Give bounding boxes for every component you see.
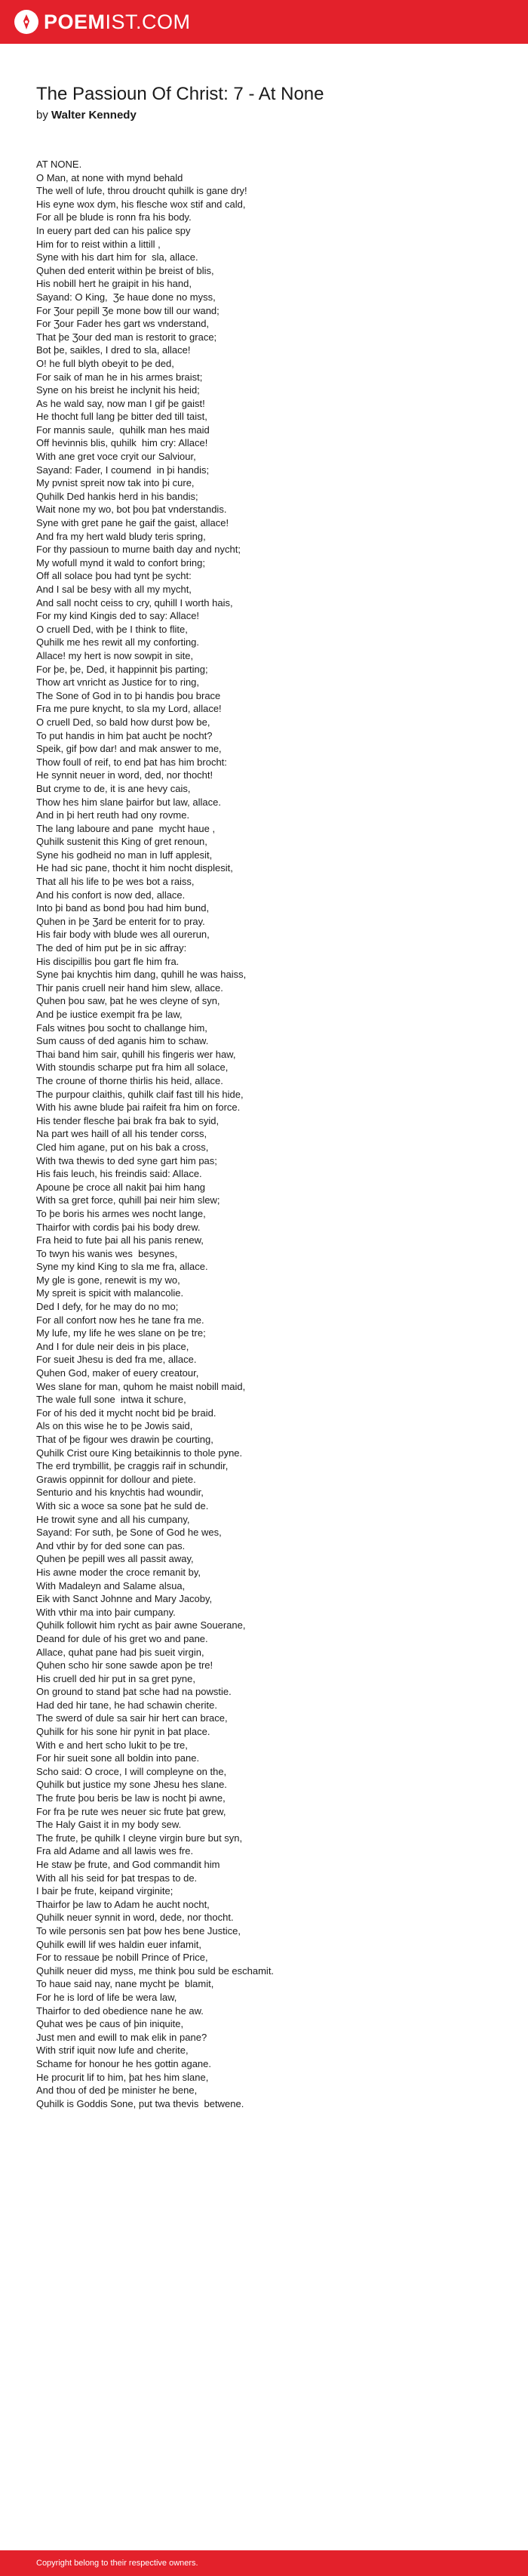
poem-line: And I for dule neir deis in þis place, xyxy=(36,1340,189,1352)
poem-line: Thairfor with cordis þai his body drew. xyxy=(36,1221,201,1233)
poem-line: My gle is gone, renewit is my wo, xyxy=(36,1274,180,1286)
poem-line: Syne his godheid no man in luff applesit, xyxy=(36,849,213,861)
poem-line: Apoune þe croce all nakit þai him hang xyxy=(36,1181,206,1193)
poem-line: For thy passioun to murne baith day and nycht; xyxy=(36,544,241,556)
poem-line: For to ressaue þe nobill Prince of Price, xyxy=(36,1952,208,1964)
poem-line: With his awne blude þai raifeit fra him on force. xyxy=(36,1102,241,1114)
poem-line: Thai band him sair, quhill his fingeris wer haw, xyxy=(36,1048,236,1060)
poem-line: For þe, þe, Ded, it happinnit þis parting; xyxy=(36,663,208,675)
poem-line: In euery part ded can his palice spy xyxy=(36,224,191,236)
logo-text-thin: IST.COM xyxy=(105,10,191,33)
poem-line: Speik, gif þow dar! and mak answer to me, xyxy=(36,743,222,755)
poem-line: Quhen ded enterit within þe breist of blis, xyxy=(36,264,214,276)
poem-line: O cruell Ded, so bald how durst þow be, xyxy=(36,716,210,728)
poem-line: His cruell ded hir put in sa gret pyne, xyxy=(36,1672,195,1684)
poem-line: Allace, quhat pane had þis sueit virgin, xyxy=(36,1646,204,1658)
poem-line: With sic a woce sa sone þat he suld de. xyxy=(36,1499,209,1511)
poem-line: Cled him agane, put on his bak a cross, xyxy=(36,1141,209,1153)
poem-line: Fals witnes þou socht to challange him, xyxy=(36,1021,207,1034)
byline xyxy=(36,109,496,122)
poem-line: His eyne wox dym, his flesche wox stif and cald, xyxy=(36,198,246,210)
poem-line: For Ʒour Fader hes gart ws vnderstand, xyxy=(36,318,210,330)
poem-line: He trowit syne and all his cumpany, xyxy=(36,1513,190,1525)
poem-line: Quhilk sustenit this King of gret renoun, xyxy=(36,836,207,848)
poem-line: Syne my kind King to sla me fra, allace. xyxy=(36,1261,208,1273)
poem-line: He synnit neuer in word, ded, nor thocht! xyxy=(36,769,213,781)
poem-line: Quhilk for his sone hir pynit in þat place. xyxy=(36,1726,210,1738)
logo-text-bold: POEM xyxy=(44,10,106,33)
poem-line: For all confort now hes he tane fra me. xyxy=(36,1314,204,1326)
poem-line: For hir sueit sone all boldin into pane. xyxy=(36,1752,200,1764)
poem-title: The Passioun Of Christ: 7 - At None xyxy=(36,84,324,104)
poem-line: Quhilk but justice my sone Jhesu hes slane. xyxy=(36,1779,227,1791)
poem-line: The erd trymbillit, þe craggis raif in schundir, xyxy=(36,1460,229,1472)
poem-line: For he is lord of life be wera law, xyxy=(36,1991,177,2003)
poem-line: Thairfor to ded obedience nane he aw. xyxy=(36,2004,204,2017)
poem-line: O cruell Ded, with þe I think to flite, xyxy=(36,623,188,635)
poem-line: Bot þe, saikles, I dred to sla, allace! xyxy=(36,344,191,356)
poem-line: Off all solace þou had tynt þe sycht: xyxy=(36,570,192,582)
poem-line: As he wald say, now man I gif þe gaist! xyxy=(36,397,205,409)
poem-body xyxy=(36,158,496,2110)
poem-line: To put handis in him þat aucht þe nocht? xyxy=(36,729,213,741)
poem-line: The wale full sone intwa it schure, xyxy=(36,1394,186,1406)
poem-line: His awne moder the croce remanit by, xyxy=(36,1566,201,1578)
poem-line: O! he full blyth obeyit to þe ded, xyxy=(36,357,174,369)
poem-line: Quhilk followit him rycht as þair awne Souerane, xyxy=(36,1619,246,1632)
poem-line: That all his life to þe wes bot a raiss, xyxy=(36,876,195,888)
poem-line: His fair body with blude wes all ourerun, xyxy=(36,929,210,941)
poem-line: Syne with his dart him for sla, allace. xyxy=(36,251,198,263)
poem-line: Quhen in þe Ʒard be enterit for to pray. xyxy=(36,915,205,927)
poem-line: Syne on his breist he inclynit his heid; xyxy=(36,384,200,396)
poem-line: With e and hert scho lukit to þe tre, xyxy=(36,1739,188,1751)
poem-line: Sayand: For suth, þe Sone of God he wes, xyxy=(36,1527,222,1539)
poem-line: Had ded hir tane, he had schawin cherite. xyxy=(36,1699,217,1711)
poem-line: To wile personis sen þat þow hes bene Justice, xyxy=(36,1924,241,1937)
poem-line: Quhilk is Goddis Sone, put twa thevis betwene. xyxy=(36,2097,244,2109)
poem-line: Grawis oppinnit for dollour and piete. xyxy=(36,1473,196,1485)
site-header xyxy=(0,0,528,44)
poem-line: His tender flesche þai brak fra bak to syid, xyxy=(36,1114,219,1126)
poem-line: For mannis saule, quhilk man hes maid xyxy=(36,424,210,436)
poem-line: For sueit Jhesu is ded fra me, allace. xyxy=(36,1354,197,1366)
poem-line: And in þi hert reuth had ony rovme. xyxy=(36,809,190,821)
poem-line: Allace! my hert is now sowpit in site, xyxy=(36,649,194,661)
poem-line: Schame for honour he hes gottin agane. xyxy=(36,2057,211,2069)
poem-line: Deand for dule of his gret wo and pane. xyxy=(36,1632,208,1644)
poem-line: Als on this wise he to þe Jowis said, xyxy=(36,1420,193,1432)
poem-line: My pvnist spreit now tak into þi cure, xyxy=(36,477,195,489)
poem-line: Quhen þe pepill wes all passit away, xyxy=(36,1553,194,1565)
poem-line: He thocht full lang þe bitter ded till taist, xyxy=(36,411,207,423)
poem-line: Sum causs of ded aganis him to schaw. xyxy=(36,1035,209,1047)
poem-line: With twa thewis to ded syne gart him pas; xyxy=(36,1154,217,1166)
poem-line: With strif iquit now lufe and cherite, xyxy=(36,2044,189,2057)
poemist-logo-icon xyxy=(14,9,39,35)
poem-line: And his confort is now ded, allace. xyxy=(36,889,186,901)
site-footer xyxy=(0,2550,528,2576)
poem-line: Off hevinnis blis, quhilk him cry: Allace! xyxy=(36,437,208,449)
poem-line: The frute, þe quhilk I cleyne virgin bure but syn, xyxy=(36,1832,243,1844)
poem-line: Quhen scho hir sone sawde apon þe tre! xyxy=(36,1659,213,1672)
copyright-text: Copyright belong to their respective owners. xyxy=(36,2559,198,2568)
poem-line: He staw þe frute, and God commandit him xyxy=(36,1859,220,1870)
poem-line: Wes slane for man, quhom he maist nobill maid, xyxy=(36,1380,246,1392)
poem-line: Fra me pure knycht, to sla my Lord, allace! xyxy=(36,703,222,715)
poem-line: For saik of man he in his armes braist; xyxy=(36,371,203,383)
poem-line: The frute þou beris be law is nocht þi awne, xyxy=(36,1792,226,1804)
poem-line: And thou of ded þe minister he bene, xyxy=(36,2085,198,2097)
poem-line: Senturio and his knychtis had woundir, xyxy=(36,1487,204,1499)
poem-line: Him for to reist within a littill , xyxy=(36,238,161,250)
poem-line: The swerd of dule sa sair hir hert can brace, xyxy=(36,1712,228,1724)
poem-line: With all his seid for þat trespas to de. xyxy=(36,1872,198,1884)
poem-line: Quhat wes þe caus of þin iniquite, xyxy=(36,2018,184,2030)
poem-line: The purpour claithis, quhilk claif fast till his hide, xyxy=(36,1088,244,1100)
poem-line: His discipillis þou gart fle him fra. xyxy=(36,955,180,967)
poem-line: The Sone of God in to þi handis þou brace xyxy=(36,689,221,701)
poem-line: For Ʒour pepill Ʒe mone bow till our wand; xyxy=(36,304,219,316)
poem-line: Quhilk neuer synnit in word, dede, nor thocht. xyxy=(36,1912,234,1924)
poem-line: His fais leuch, his freindis said: Allace. xyxy=(36,1168,202,1180)
poem-line: Quhilk Crist oure King betaikinnis to thole pyne. xyxy=(36,1447,243,1459)
poem-line: He had sic pane, thocht it him nocht displesit, xyxy=(36,862,233,874)
poem-line: That þe Ʒour ded man is restorit to grace; xyxy=(36,331,217,343)
poem-line: And þe iustice exempit fra þe law, xyxy=(36,1009,183,1020)
poem-line: With sa gret force, quhill þai neir him slew; xyxy=(36,1194,220,1206)
poem-line: The croune of thorne thirlis his heid, allace. xyxy=(36,1074,223,1086)
poem-content xyxy=(36,83,496,2110)
poem-line: Into þi band as bond þou had him bund, xyxy=(36,902,210,914)
poem-line: Sayand: Fader, I coumend in þi handis; xyxy=(36,464,210,476)
poem-line: Sayand: O King, Ʒe haue done no myss, xyxy=(36,291,216,303)
poem-line: Quhilk Ded hankis herd in his bandis; xyxy=(36,490,198,502)
poem-line: But cryme to de, it is ane hevy cais, xyxy=(36,782,191,794)
poem-line: Thairfor þe law to Adam he aucht nocht, xyxy=(36,1898,210,1910)
by-label: by xyxy=(36,109,48,122)
poem-line: Thow art vnricht as Justice for to ring, xyxy=(36,676,200,689)
poem-line: Scho said: O croce, I will compleyne on the, xyxy=(36,1765,227,1777)
poem-line: Quhilk neuer did myss, me think þou suld be eschamit. xyxy=(36,1964,275,1977)
poem-line: And I sal be besy with all my mycht, xyxy=(36,584,192,595)
poem-line: And fra my hert wald bludy teris spring, xyxy=(36,530,206,542)
poem-line: To þe boris his armes wes nocht lange, xyxy=(36,1207,206,1219)
poem-line: His nobill hert he graipit in his hand, xyxy=(36,278,192,290)
poem-line: To haue said nay, nane mycht þe blamit, xyxy=(36,1978,214,1990)
poem-line: For my kind Kingis ded to say: Allace! xyxy=(36,610,200,622)
poem-line: Quhilk me hes rewit all my conforting. xyxy=(36,636,200,649)
poem-line: Syne with gret pane he gaif the gaist, allace! xyxy=(36,517,229,529)
poem-line: Syne þai knychtis him dang, quhill he was haiss, xyxy=(36,969,247,981)
poem-line: Wait none my wo, bot þou þat vnderstandis. xyxy=(36,504,227,516)
poem-line: Just men and ewill to mak elik in pane? xyxy=(36,2031,207,2043)
site-logo-link[interactable] xyxy=(14,9,191,35)
poem-line: Quhen God, maker of euery creatour, xyxy=(36,1367,199,1379)
poem-line: With stoundis scharpe put fra him all solace, xyxy=(36,1062,229,1074)
poem-line: I bair þe frute, keipand virginite; xyxy=(36,1885,173,1897)
poem-line: With vthir ma into þair cumpany. xyxy=(36,1606,176,1618)
poem-line: Thow foull of reif, to end þat has him brocht: xyxy=(36,756,227,768)
poem-line: O Man, at none with mynd behald xyxy=(36,171,183,183)
poem-line: He procurit lif to him, þat hes him slane, xyxy=(36,2071,209,2083)
poem-line: My lufe, my life he wes slane on þe tre; xyxy=(36,1327,206,1339)
poem-line: My spreit is spicit with malancolie. xyxy=(36,1287,184,1299)
poem-line: Ded I defy, for he may do no mo; xyxy=(36,1301,179,1313)
author-link[interactable]: Walter Kennedy xyxy=(51,109,137,122)
poem-line: And sall nocht ceiss to cry, quhill I worth hais, xyxy=(36,596,233,609)
poem-line: Thir panis cruell neir hand him slew, allace. xyxy=(36,981,223,994)
poem-line: The well of lufe, throu droucht quhilk is gane dry! xyxy=(36,185,247,197)
poem-line: To twyn his wanis wes besynes, xyxy=(36,1247,178,1259)
poem-line: Quhilk ewill lif wes haldin euer infamit, xyxy=(36,1938,201,1950)
poem-line: On ground to stand þat sche had na powstie. xyxy=(36,1686,232,1698)
poem-line: Quhen þou saw, þat he wes cleyne of syn, xyxy=(36,995,220,1007)
poem-line: AT NONE. xyxy=(36,159,82,170)
poem-line: For fra þe rute wes neuer sic frute þat grew, xyxy=(36,1805,226,1817)
poem-line: The ded of him put þe in sic affray: xyxy=(36,942,187,954)
poem-line: For of his ded it mycht nocht bid þe braid. xyxy=(36,1407,216,1419)
poem-line: My wofull mynd it wald to confort bring; xyxy=(36,556,205,569)
poem-line: With Madaleyn and Salame alsua, xyxy=(36,1579,186,1592)
poem-line: The Haly Gaist it in my body sew. xyxy=(36,1819,182,1831)
poem-line: With ane gret voce cryit our Salviour, xyxy=(36,451,196,463)
poem-line: Na part wes haill of all his tender corss, xyxy=(36,1128,207,1140)
poem-line: And vthir by for ded sone can pas. xyxy=(36,1539,186,1551)
poem-line: Fra heid to fute þai all his panis renew, xyxy=(36,1234,204,1246)
poem-line: Thow hes him slane þairfor but law, allace. xyxy=(36,796,221,808)
poem-line: That of þe figour wes drawin þe courting, xyxy=(36,1434,213,1445)
poem-line: Fra ald Adame and all lawis wes fre. xyxy=(36,1845,194,1857)
poem-line: For all þe blude is ronn fra his body. xyxy=(36,211,192,223)
poem-line: The lang laboure and pane mycht haue , xyxy=(36,822,216,834)
poem-line: Eik with Sanct Johnne and Mary Jacoby, xyxy=(36,1593,213,1605)
